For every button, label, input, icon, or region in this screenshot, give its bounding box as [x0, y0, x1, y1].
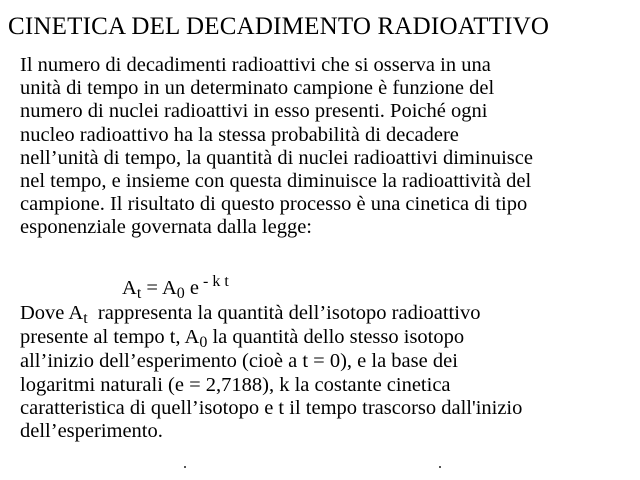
text-line: unità di tempo in un determinato campione è funzione del: [20, 77, 495, 100]
text-line: dell’esperimento.: [20, 420, 163, 443]
formula-equals: =: [141, 277, 162, 299]
slide-title: CINETICA DEL DECADIMENTO RADIOATTIVO: [8, 13, 550, 40]
text-line: numero di nuclei radioattivi in esso presenti. Poiché ogni: [20, 100, 488, 123]
formula-exponent: - k t: [199, 273, 229, 290]
line-suffix: la quantità dello stesso isotopo: [207, 326, 465, 349]
line-suffix: rappresenta la quantità dell’isotopo radioattivo: [87, 302, 481, 324]
formula-exp-base: e: [184, 277, 199, 299]
text-line: esponenziale governata dalla legge:: [20, 216, 312, 239]
line-subscript: 0: [199, 334, 208, 352]
line-subscript: t: [83, 310, 88, 327]
footer-dot-left: [184, 466, 186, 468]
formula-lhs-subscript: t: [136, 285, 142, 302]
line-prefix: presente al tempo t, A: [20, 326, 200, 349]
intro-paragraph: [20, 54, 632, 240]
text-line: nucleo radioattivo ha la stessa probabilità di decadere: [20, 123, 459, 146]
formula-rhs-base: A: [161, 277, 177, 299]
formula-lhs-base: A: [122, 277, 137, 299]
text-line: nell’unità di tempo, la quantità di nuclei radioattivi diminuisce: [20, 146, 533, 169]
text-line: campione. Il risultato di questo processo è una cinetica di tipo: [20, 193, 528, 216]
text-line: [20, 302, 632, 326]
footer-dot-right: [439, 466, 441, 468]
formula-rhs-subscript: 0: [176, 285, 185, 302]
text-line: all’inizio dell’esperimento (cioè a t = 0), e la base dei: [20, 350, 458, 373]
text-line: logaritmi naturali (e = 2,7188), k la costante cinetica: [20, 373, 451, 396]
text-line: Il numero di decadimenti radioattivi che si osserva in una: [20, 54, 491, 76]
text-line: [20, 326, 632, 350]
line-prefix: Dove A: [20, 302, 84, 324]
text-line: nel tempo, e insieme con questa diminuisce la radioattività del: [20, 170, 532, 193]
decay-formula: [122, 273, 229, 302]
definitions-paragraph: [20, 302, 632, 443]
text-line: caratteristica di quell’isotopo e t il tempo trascorso dall'inizio: [20, 396, 523, 419]
